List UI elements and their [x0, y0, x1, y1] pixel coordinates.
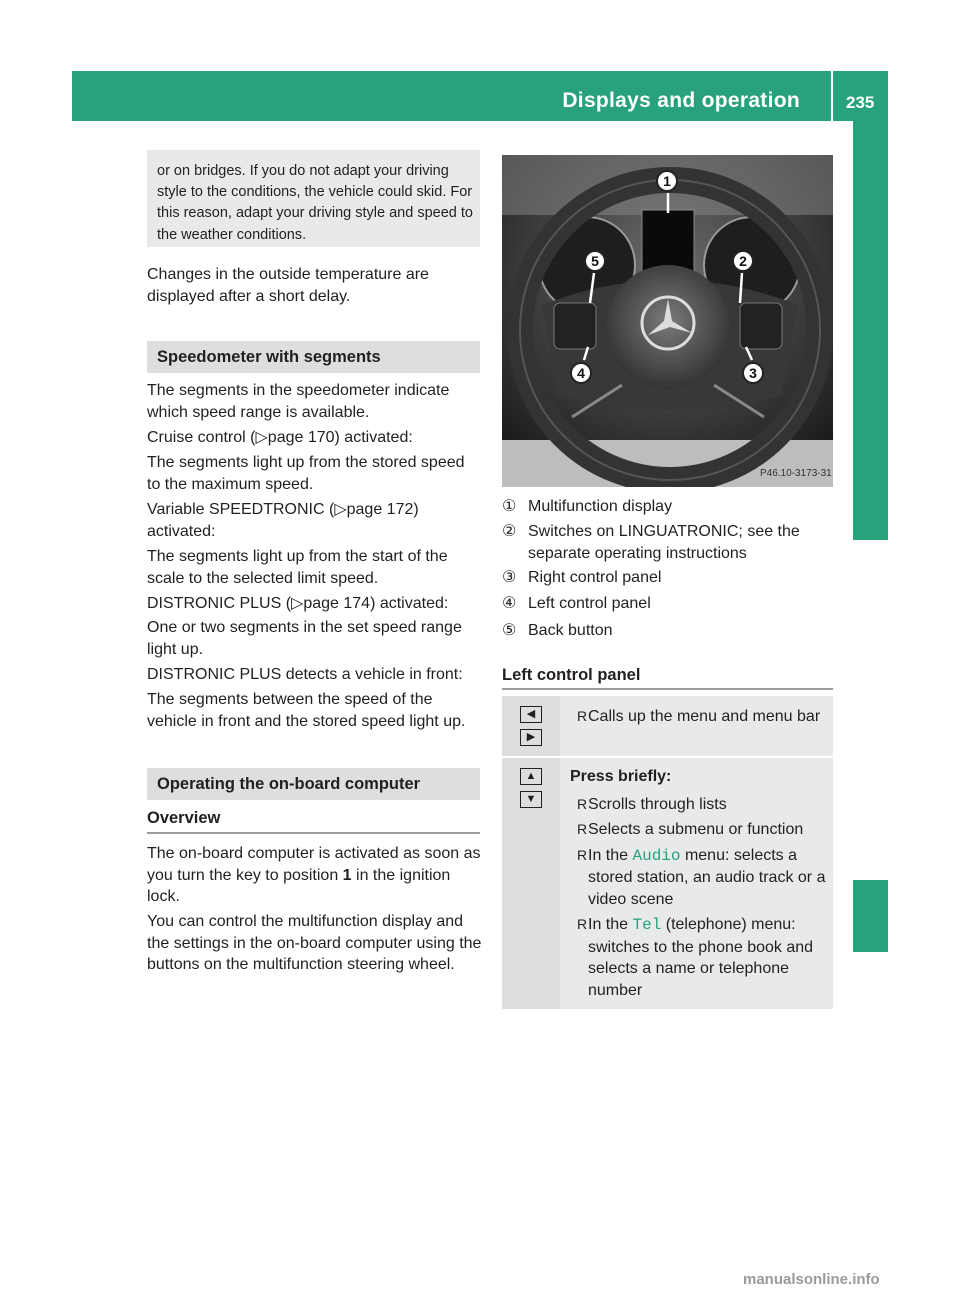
legend-number: ④ — [502, 595, 517, 612]
legend-item — [502, 567, 837, 589]
page-number: 235 — [846, 93, 875, 112]
description-cell — [560, 757, 833, 1009]
divider — [502, 688, 833, 690]
press-briefly-title: Press briefly: — [570, 768, 672, 785]
bullet-item — [570, 845, 827, 911]
bullet-item: R Calls up the menu and menu bar — [570, 706, 827, 728]
text: Cruise control ( — [147, 429, 256, 446]
section-heading: Operating the on-board computer — [147, 768, 480, 800]
callout-4: 4 — [570, 362, 592, 384]
bullet-item: R Selects a submenu or function — [570, 819, 827, 841]
legend-item — [502, 593, 837, 615]
text: In the — [588, 916, 633, 933]
paragraph — [147, 843, 482, 908]
page-ref-arrow-icon: ▷ — [255, 429, 268, 446]
footer-watermark: manualsonline.info — [743, 1271, 880, 1288]
legend-number: ③ — [502, 569, 517, 586]
paragraph: The segments light up from the stored speed to the maximum speed. — [147, 454, 465, 493]
table-heading: Left control panel — [502, 666, 641, 684]
legend-text: Multifunction display — [528, 498, 673, 515]
menu-name: Audio — [632, 846, 681, 865]
page-ref-link[interactable]: page 170 — [267, 429, 335, 446]
paragraph: The segments light up from the start of the scale to the selected limit speed. — [147, 548, 448, 587]
text: menu: selects a stored station, an audio track or a video scene — [588, 846, 826, 908]
page-header — [72, 71, 888, 121]
bullet-item: R Scrolls through lists — [570, 794, 827, 816]
text: ) activated: — [334, 429, 413, 446]
paragraph: The segments in the speedometer indicate which speed range is available. — [147, 382, 450, 421]
section-heading: Speedometer with segments — [147, 341, 480, 373]
paragraph: DISTRONIC PLUS detects a vehicle in front: — [147, 666, 463, 683]
description-cell — [560, 696, 833, 757]
callout-5: 5 — [584, 250, 606, 272]
callout-1: 1 — [656, 170, 678, 192]
text: ) activated: — [370, 595, 449, 612]
legend-item — [502, 521, 837, 565]
steering-wheel-photo — [502, 155, 833, 487]
paragraph: One or two segments in the set speed range light up. — [147, 619, 462, 658]
key-cell — [502, 696, 560, 757]
control-table — [502, 696, 833, 1009]
steering-wheel-image — [502, 155, 833, 487]
callout-3: 3 — [742, 362, 764, 384]
page-ref-arrow-icon: ▷ — [334, 501, 347, 518]
legend-text: Left control panel — [528, 595, 651, 612]
figure-code: P46.10-3173-31 — [760, 468, 832, 479]
callout-2: 2 — [732, 250, 754, 272]
text: The on-board computer is activated as soon as you turn the key to position — [147, 845, 481, 884]
header-divider — [831, 71, 833, 121]
text: DISTRONIC PLUS ( — [147, 595, 292, 612]
warning-text: or on bridges. If you do not adapt your driving style to the conditions, the vehicle could skid. For this reason, adapt your driving style and speed to the weather conditions. — [157, 163, 473, 243]
paragraph — [147, 593, 482, 615]
text: in the ignition lock. — [147, 866, 451, 905]
text: Variable SPEEDTRONIC ( — [147, 501, 335, 518]
page-ref-link[interactable]: page 174 — [303, 595, 371, 612]
chapter-label: On-board computer and displays — [858, 165, 881, 495]
menu-name: Tel — [632, 916, 662, 934]
table-row — [502, 696, 833, 757]
intro-paragraph: Changes in the outside temperature are displayed after a short delay. — [147, 266, 429, 305]
up-arrow-key-icon: ▲ — [520, 768, 542, 785]
paragraph — [147, 499, 482, 542]
legend-text: Back button — [528, 622, 613, 639]
key-position: 1 — [342, 866, 352, 884]
table-row — [502, 757, 833, 1009]
text: ) activated: — [147, 501, 419, 540]
warning-box — [147, 150, 480, 247]
legend-item — [502, 620, 837, 642]
page-ref-link[interactable]: page 172 — [346, 501, 414, 518]
down-arrow-key-icon: ▼ — [520, 791, 542, 808]
key-cell — [502, 757, 560, 1009]
legend-text: Right control panel — [528, 569, 662, 586]
right-arrow-key-icon: ▶ — [520, 729, 542, 746]
legend-number: ① — [502, 498, 517, 515]
bullet-item — [570, 914, 827, 1001]
page-ref-arrow-icon: ▷ — [291, 595, 304, 612]
legend-item — [502, 496, 837, 518]
sub-heading: Overview — [147, 809, 221, 827]
paragraph: You can control the multifunction display and the settings in the on-board computer using the buttons on the multifunction steering wheel. — [147, 913, 482, 973]
paragraph: The segments between the speed of the vehicle in front and the stored speed light up. — [147, 691, 466, 730]
legend-number: ⑤ — [502, 622, 517, 639]
divider — [147, 832, 480, 834]
left-arrow-key-icon: ◀ — [520, 706, 542, 723]
side-block — [853, 880, 888, 952]
legend-text: Switches on LINGUATRONIC; see the separate operating instructions — [528, 523, 800, 562]
section-title: Displays and operation — [562, 89, 800, 112]
paragraph — [147, 427, 482, 449]
text: In the — [588, 846, 633, 864]
legend-number: ② — [502, 523, 517, 540]
text: (telephone) menu: switches to the phone book and selects a name or telephone number — [588, 916, 814, 999]
